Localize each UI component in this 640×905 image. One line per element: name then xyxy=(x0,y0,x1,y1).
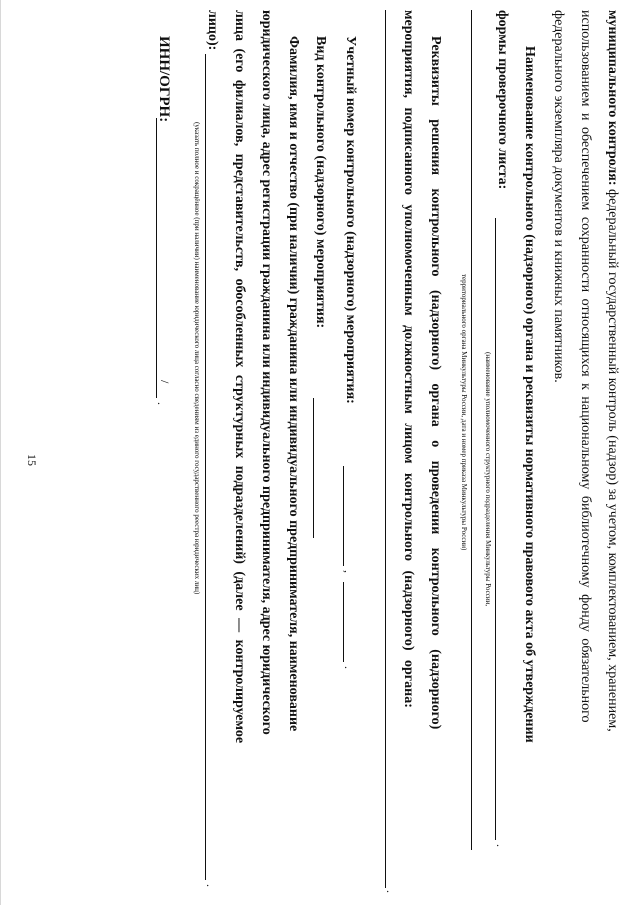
organ-caption-2: территориального органа Минкультуры России, дата и номер приказа Минкультуры России) xyxy=(460,274,468,551)
organ-label-line-1: Наименование контрольного (надзорного) органа и реквизиты нормативного правового акта об утверждении xyxy=(522,46,537,743)
account-number-date-field[interactable] xyxy=(343,582,344,662)
person-line-4: лицо): xyxy=(205,10,220,51)
intro-line-3: федерального экземпляра документов и книжных памятников. xyxy=(551,10,566,383)
person-line-3: лица (его филиалов, представительств, обособленных структурных подразделений) (далее — контролируемое xyxy=(232,10,247,744)
inn-field[interactable] xyxy=(156,118,157,398)
account-number-field[interactable] xyxy=(343,466,344,566)
account-number-label: Учетный номер контрольного (надзорного) мероприятия: xyxy=(343,36,358,404)
person-line-2: юридического лица, адрес регистрации гражданина или индивидуального предпринимателя, адрес юридического xyxy=(259,10,274,735)
organ-label-line-2: формы проверочного листа: xyxy=(495,10,510,190)
organ-name-field-2[interactable] xyxy=(471,10,472,850)
person-field[interactable] xyxy=(205,54,206,880)
event-type-label: Вид контрольного (надзорного) мероприятия: xyxy=(313,36,328,329)
intro-line-1 xyxy=(605,10,619,900)
organ-caption-1: (наименование уполномоченного структурного подразделения Минкультуры России, xyxy=(484,352,492,607)
page-number: 15 xyxy=(25,454,39,466)
decision-line-1: Реквизиты решения контрольного (надзорного) органа о проведении контрольного (надзорного) xyxy=(428,36,443,730)
intro-rest: федеральный государственный контроль (надзор) за учетом, комплектованием, хранением, xyxy=(605,189,620,732)
decision-line-2: мероприятия, подписанного уполномоченным должностным лицом контрольного (надзорного) органа: xyxy=(401,10,416,708)
person-line-1: Фамилия, имя и отчество (при наличии) гражданина или индивидуального предпринимателя, наименование xyxy=(286,36,301,732)
intro-line-2: использованием и обеспечением сохранности относящихся к национальному библиотечному фонду обязательного xyxy=(578,10,593,723)
event-type-field[interactable] xyxy=(313,398,314,538)
decision-field[interactable] xyxy=(385,10,386,888)
person-caption: (указать полное и сокращённое (при наличии) наименование юридического лица согласно сведениям из единого государственного реестра юридических лиц) xyxy=(193,122,201,595)
organ-name-field[interactable] xyxy=(495,218,496,840)
inn-label: ИНН/ОГРН: xyxy=(156,36,172,123)
intro-bold: муниципального контроля: xyxy=(605,10,620,186)
rotated-content: муниципального контроля: федеральный государственный контроль (надзор) за учетом, комплектованием, хранением, использованием и обеспечением сохранности относящихся к национальному библиотечному фонду обязательного федерального экземпляра документов и книжных памятников. Наименование контрольного (надзорного) органа и реквизиты нормативного правового акта об утверждении формы проверочного листа: . (наименование уполномоченного структурного подразделения Минкультуры России, территориального органа Минкультуры России, дата и номер приказа Минкультуры России) Реквизиты решения контрольного (надзорного) органа о проведении контрольного (надзорного) мероприятия, подписанного уполномоченным должностным лицом контрольного (надзорного) органа: . Учетный номер контрольного (надзорного) мероприятия: , . Вид контрольного (надзорного) мероприятия: Фамилия, имя и отчество (при наличии) гражданина или индивидуального предпринимателя, наименование юридического лица, адрес регистрации гражданина или индивидуального предпринимателя, адрес юридического лица (его филиалов, представительств, обособленных структурных подразделений) (далее — контролируемое лицо): . (указать полное и сокращённое (при наличии) наименование юридического лица согласно сведениям из единого государственного реестра юридических лиц) ИНН/ОГРН: / . xyxy=(23,10,623,900)
